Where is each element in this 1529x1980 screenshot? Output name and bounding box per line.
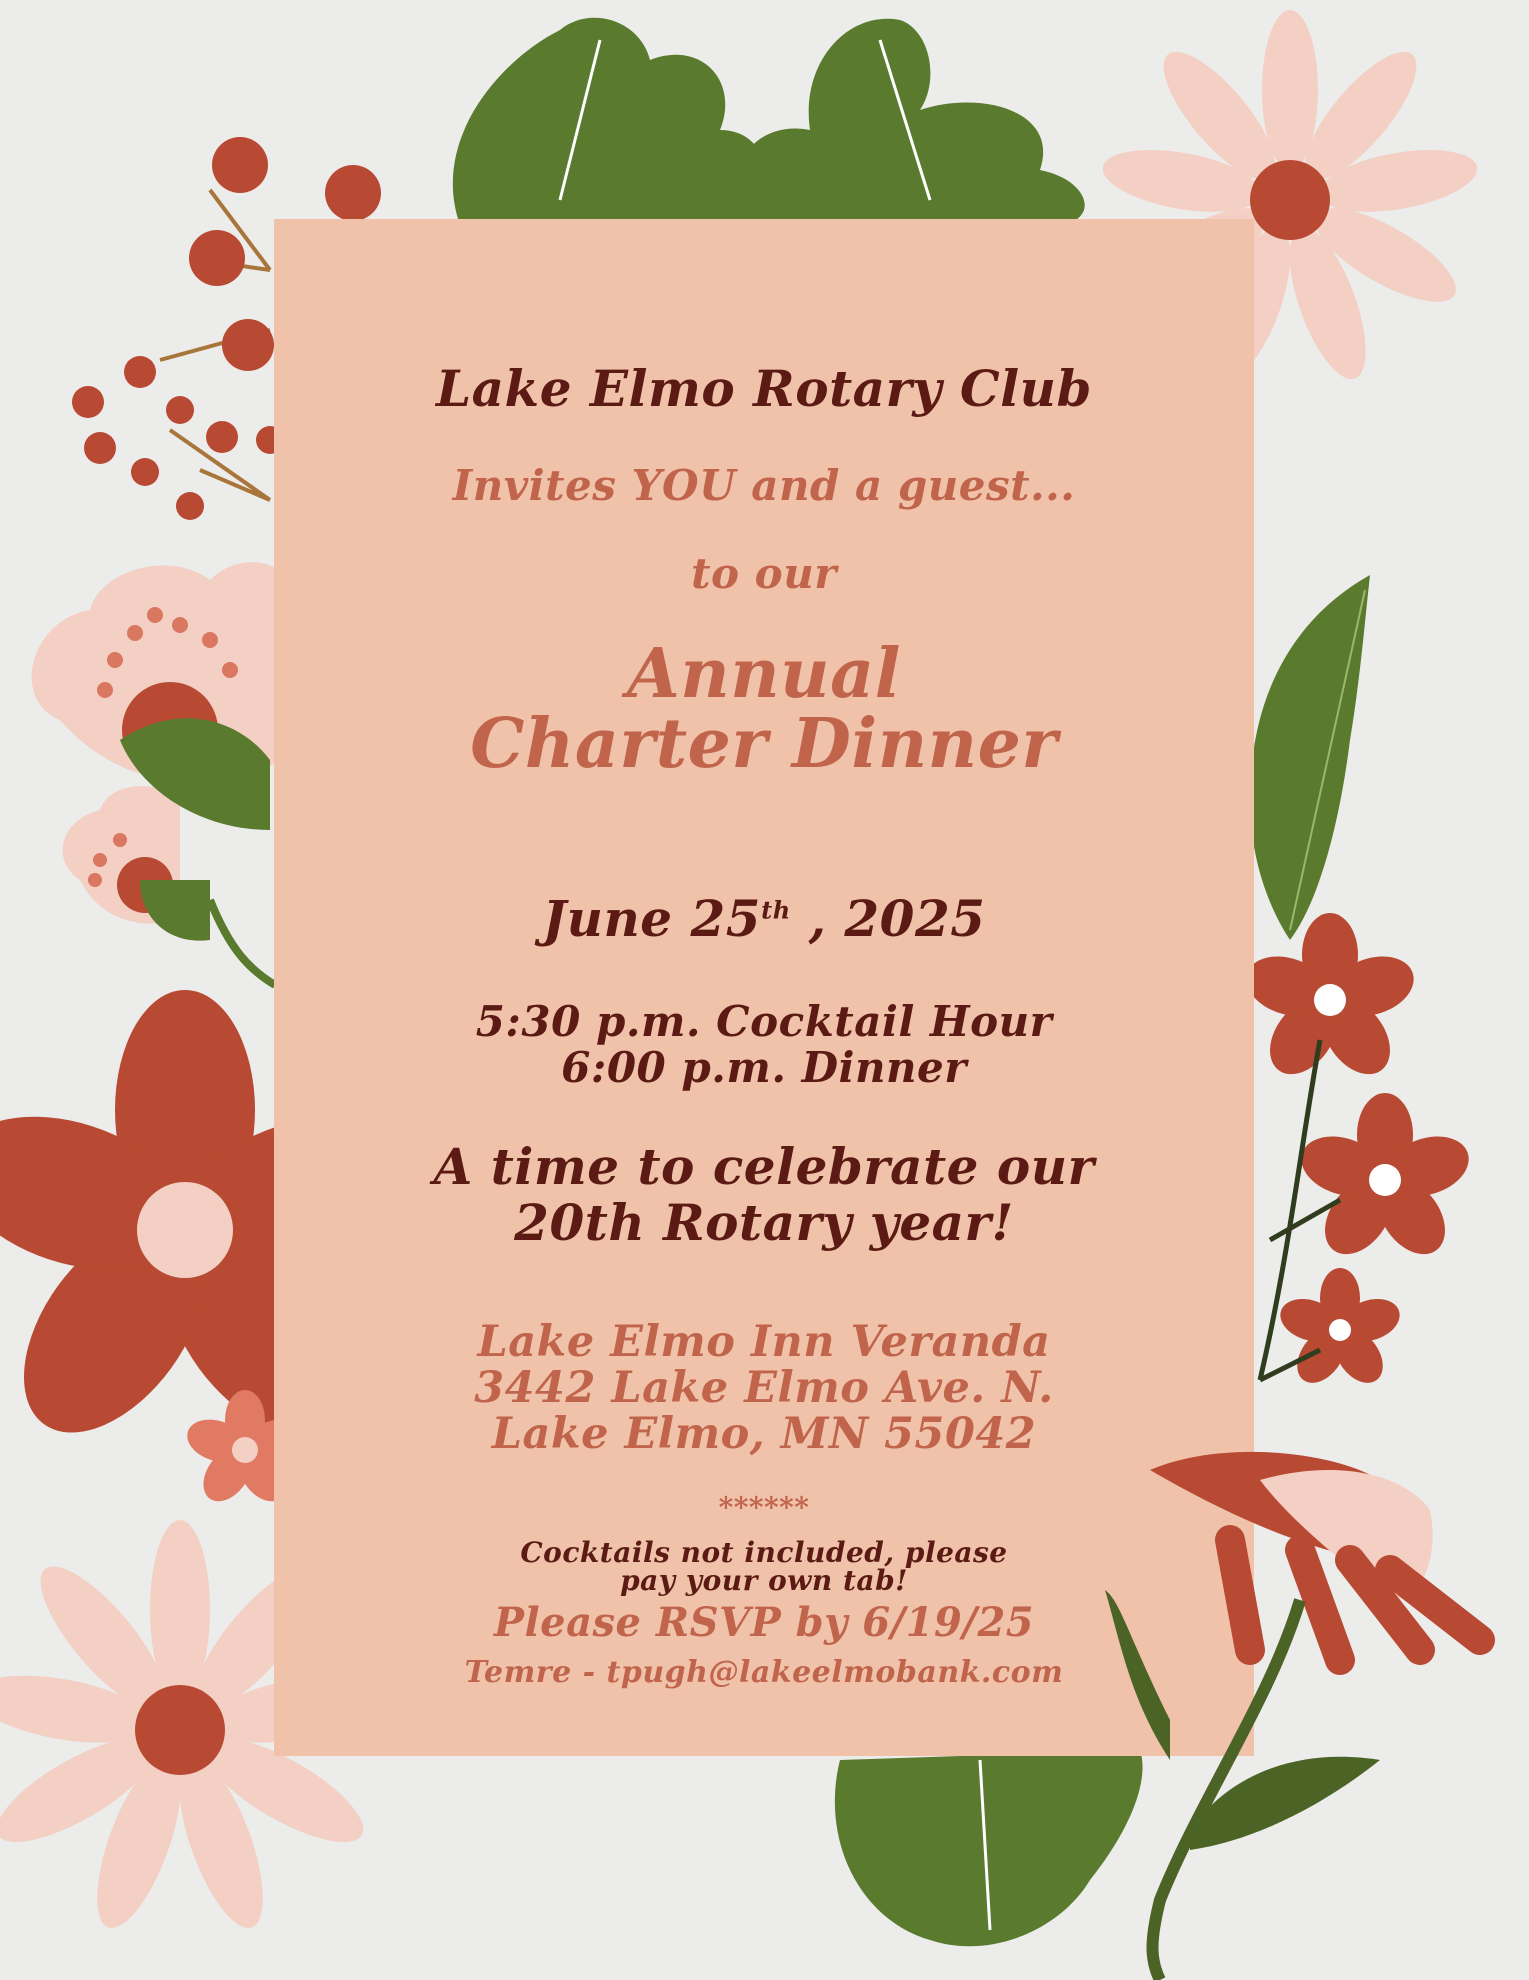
date-year: , 2025 [790, 889, 986, 948]
event-title-line2: Charter Dinner [470, 704, 1058, 784]
event-date [274, 889, 1254, 948]
celebrate-line2: 20th Rotary year! [514, 1193, 1014, 1252]
bottom-center-leaf [835, 1750, 1143, 1946]
celebrate-line1: A time to celebrate our [433, 1137, 1095, 1196]
cocktail-note [274, 1536, 1254, 1597]
left-pink-flower [32, 562, 304, 985]
event-times [274, 999, 1254, 1091]
top-center-leaf [735, 19, 1085, 225]
celebration-message [274, 1139, 1254, 1251]
venue-street: 3442 Lake Elmo Ave. N. [474, 1363, 1054, 1413]
top-left-leaf [453, 18, 765, 225]
venue-address [274, 1319, 1254, 1457]
club-name: Lake Elmo Rotary Club [436, 359, 1092, 418]
cocktail-time: 5:30 p.m. Cocktail Hour [475, 997, 1053, 1046]
note-line2: pay your own tab! [620, 1564, 908, 1597]
note-line1: Cocktails not included, please [520, 1536, 1008, 1569]
dinner-time: 6:00 p.m. Dinner [561, 1043, 967, 1092]
venue-name: Lake Elmo Inn Veranda [477, 1317, 1051, 1367]
date-suffix: th [761, 895, 791, 925]
contact-line: Temre - tpugh@lakeelmobank.com [464, 1655, 1064, 1690]
right-red-flower-2 [1294, 1093, 1477, 1267]
event-title [274, 634, 1254, 784]
invitation-card [274, 219, 1254, 1756]
right-red-flower-1 [1239, 913, 1422, 1087]
venue-city: Lake Elmo, MN 55042 [491, 1409, 1037, 1459]
right-fern-leaf [1250, 575, 1370, 940]
invite-line: Invites YOU and a guest... [452, 461, 1076, 510]
rsvp-line: Please RSVP by 6/19/25 [493, 1599, 1035, 1646]
to-our-line: to our [691, 549, 837, 598]
event-title-line1: Annual [627, 634, 901, 714]
date-main: June 25 [542, 889, 762, 948]
right-red-flower-3 [1275, 1268, 1405, 1392]
separator: ****** [718, 1491, 810, 1524]
